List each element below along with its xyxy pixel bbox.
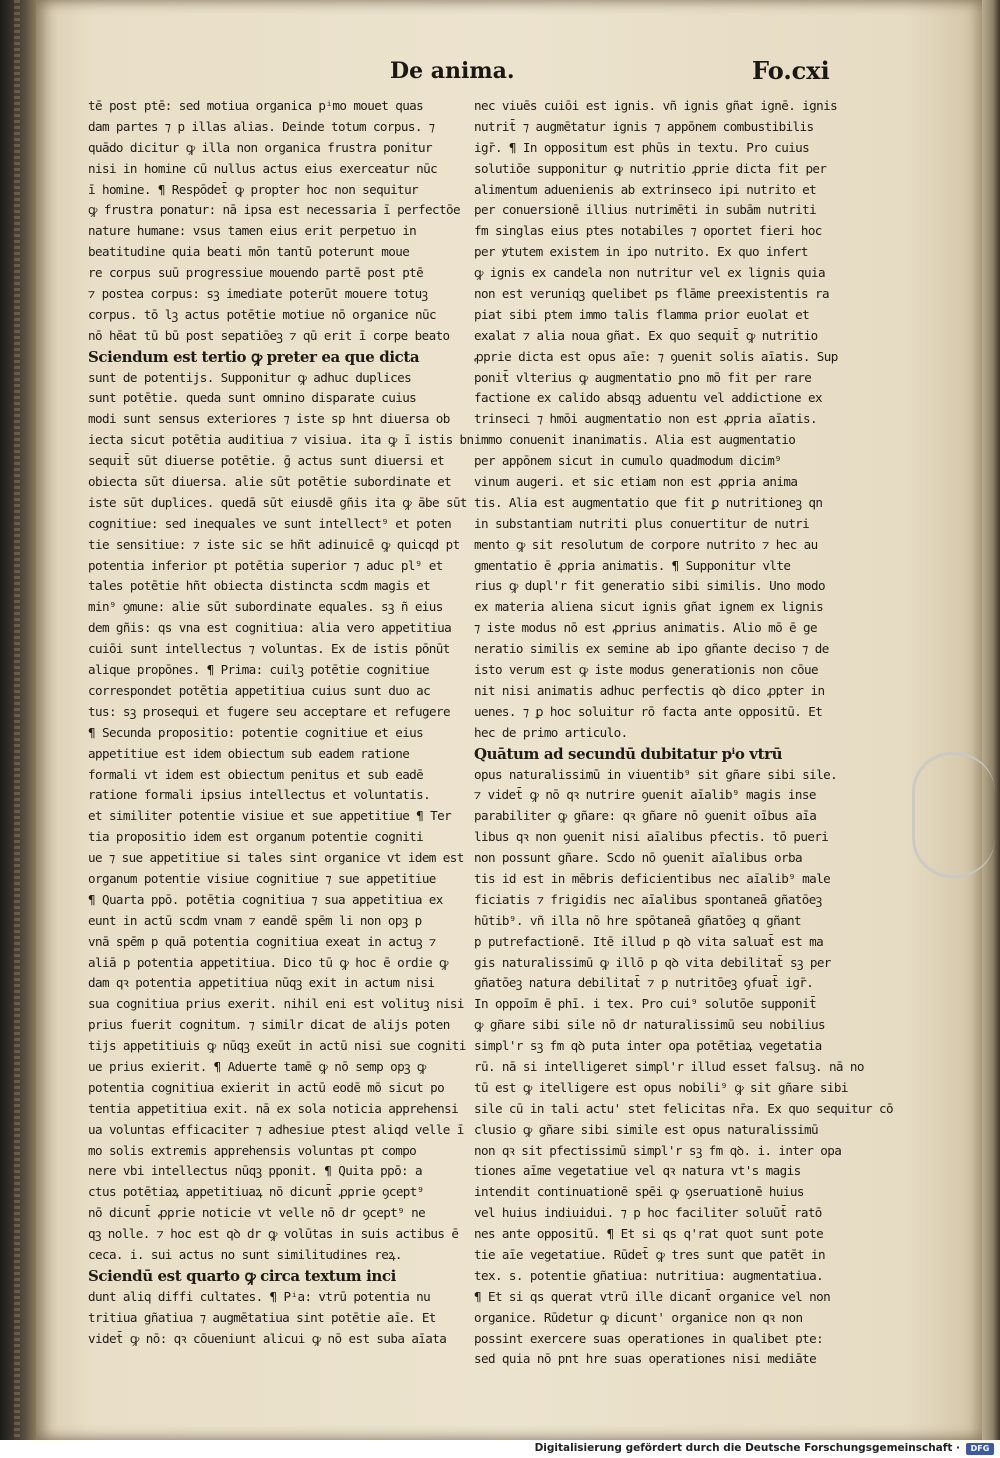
text-line: ratione formali ipsius intellectus et voluntatis. xyxy=(88,787,431,803)
text-line: et similiter potentie visiue et sue appetitiue ¶ Ter xyxy=(88,808,452,824)
spine-binding-stitch xyxy=(14,0,20,1440)
text-line: potentia cognitiua exierit in actū eodē mō sicut po xyxy=(88,1079,445,1095)
text-line: trinseci ⁊ hmōi augmentatio non est ꝓpria aīatis. xyxy=(474,411,817,427)
text-line: tus: sꝫ prosequi et fugere seu acceptare et refugere xyxy=(88,703,450,719)
text-line: beatitudine quia beati mōn tantū poterunt moue xyxy=(88,244,410,260)
text-line: re corpus suū progressiue mouendo partē post ptē xyxy=(88,265,424,281)
text-line: sile cū in tali actu' stet felicitas nr̄a. Ex quo sequitur cō xyxy=(474,1100,893,1116)
text-line: nutrit̄ ⁊ augmētatur ignis ⁊ appōnem combustibilis xyxy=(474,118,814,134)
text-line: igr̄. ¶ In oppositum est phūs in textu. Pro cuius xyxy=(474,139,810,155)
text-line: tia propositio idem est organum potentie cogniti xyxy=(88,829,424,845)
text-line: tijs appetitiuis ꝙ nūqꝫ exeūt in actū nisi sue cogniti xyxy=(88,1038,466,1054)
text-line: neratio similis ex semine ab ipo gñante deciso ⁊ de xyxy=(474,641,829,657)
text-line: min⁹ ꝯmune: alie sūt subordinate equales. sꝫ ñ eius xyxy=(88,599,443,615)
text-line: tiones aīme vegetatiue vel qꝛ natura vt's magis xyxy=(474,1163,801,1179)
text-line: nere vbi intellectus nūqꝫ pponit. ¶ Quita ppō: a xyxy=(88,1163,422,1179)
text-line: quādo dicitur ꝙ illa non organica frustra ponitur xyxy=(88,139,432,155)
text-line: alimentum aduenienis ab extrinseco ipi nutrito et xyxy=(474,181,817,197)
text-line: nec viuēs cuiōi est ignis. vñ ignis gñat ignē. ignis xyxy=(474,98,838,113)
text-line: immo conuenit inanimatis. Alia est augmentatio xyxy=(474,432,796,448)
text-line: prius fuerit cognitum. ⁊ similr dicat de alijs poten xyxy=(88,1017,450,1033)
text-line: nes ante oppositū. ¶ Et si qs q'rat quot sunt pote xyxy=(474,1226,824,1242)
text-line: cuiōi sunt intellectus ⁊ voluntas. Ex de istis pōnūt xyxy=(88,641,450,657)
text-line: non possunt gñare. Scdo nō ꝯuenit aīalibus orba xyxy=(474,850,802,866)
text-line: sunt de potentijs. Supponitur ꝙ adhuc duplices xyxy=(88,369,412,385)
text-line: sed quia nō pnt hre suas operationes nisi mediāte xyxy=(474,1351,817,1367)
text-line: possint exercere suas operationes in qualibet pte: xyxy=(474,1330,824,1346)
text-line: ctus potētiaꝝ appetitiuaꝝ nō dicunt̄ ꝓprie ꝯcept⁹ xyxy=(88,1184,424,1200)
text-line: hūtib⁹. vñ illa nō hre spōtaneā gñatōeꝫ q gñant xyxy=(474,912,802,928)
text-line: per ꝟtutem existem in ipo nutrito. Ex quo infert xyxy=(474,244,808,260)
left-text-column xyxy=(88,96,472,1349)
text-line: clusio ꝙ gñare sibi simile est opus naturalissimū xyxy=(474,1121,818,1137)
text-line: ponit̄ vlterius ꝙ augmentatio ꝑno mō fit per rare xyxy=(474,369,812,385)
text-line: intendit continuationē spēi ꝙ ꝯseruationē huius xyxy=(474,1184,804,1200)
text-line: tie sensitiue: ⁊ iste sic se hñt adinuicē ꝙ quicqd pt xyxy=(88,536,460,552)
text-line: rū. nā si intelligeret simpl'r illud esset falsuꝫ. nā no xyxy=(474,1058,864,1074)
digitization-credit: Digitalisierung gefördert durch die Deutsche Forschungsgemeinschaft · xyxy=(534,1442,960,1454)
text-line: nō hēat tū bū post sepatiōeꝫ ⁊ qū erit ī corpe beato xyxy=(88,327,450,343)
text-line: ⁊ iste modus nō est ꝓprius animatis. Alio mō ē ge xyxy=(474,620,817,636)
text-line: nō dicunt̄ ꝓprie noticie vt velle nō dr ꝯcept⁹ ne xyxy=(88,1205,426,1221)
text-line: tū est ꝙ itelligere est opus nobili⁹ ꝙ sit gñare sibi xyxy=(474,1079,848,1095)
text-line: organum potentie visiue cognitiue ⁊ sue appetitiue xyxy=(88,870,436,886)
text-line: iecta sicut potētia auditiua ⁊ visiua. ita ꝙ ī istis bn xyxy=(88,432,474,448)
text-line: sunt potētie. queda sunt omnino disparate cuius xyxy=(88,390,417,406)
text-line: In oppoīm ē phī. i tex. Pro cui⁹ solutōe supponit̄ xyxy=(474,996,817,1012)
text-line: Quātum ad secundū dubitatur pⁱo vtrū xyxy=(474,744,783,763)
text-line: tentia appetitiua exit. nā ex sola noticia apprehensi xyxy=(88,1100,459,1116)
text-line: ⁊ videt̄ ꝙ nō qꝛ nutrire ꝯuenit aīalib⁹ magis inse xyxy=(474,787,816,803)
text-line: cognitiue: sed inequales ve sunt intellect⁹ et poten xyxy=(88,515,452,531)
folio-number: Fo.cxi xyxy=(752,56,830,85)
text-line: ¶ Quarta ppō. potētia cognitiua ⁊ sua appetitiua ex xyxy=(88,891,443,907)
text-line: sequit̄ sūt diuerse potētie. ḡ actus sunt diuersi et xyxy=(88,453,445,469)
text-line: non qꝛ sit pfectissimū simpl'r sꝫ fm qꝺ. i. inter opa xyxy=(474,1142,842,1158)
text-line: tex. s. potentie gñatiua: nutritiua: augmentatiua. xyxy=(474,1267,824,1283)
text-line: ua voluntas efficaciter ⁊ adhesiue ptest aliqd velle ī xyxy=(88,1121,464,1137)
text-line: ꝙ frustra ponatur: nā ipsa est necessaria ī perfectōe xyxy=(88,202,460,218)
text-line: dem gñis: qs vna est cognitiua: alia vero appetitiua xyxy=(88,620,452,636)
text-line: iste sūt duplices. quedā sūt eiusdē gñis ita ꝙ ābe sūt xyxy=(88,494,467,510)
book-spine xyxy=(0,0,36,1440)
text-line: potentia inferior pt potētia superior ⁊ aduc pl⁹ et xyxy=(88,557,443,573)
text-line: gmentatio ē ꝓpria animatis. ¶ Supponitur vlte xyxy=(474,557,791,573)
text-line: solutiōe supponitur ꝙ nutritio ꝓprie dicta fit per xyxy=(474,160,827,176)
text-line: simpl'r sꝫ fm qꝺ puta inter opa potētiaꝝ vegetatia xyxy=(474,1038,822,1054)
text-line: ex materia aliena sicut ignis gñat ignem ex lignis xyxy=(474,599,824,615)
text-line: gis naturalissimū ꝙ illō p qꝺ vita debilitat̄ sꝫ per xyxy=(474,954,831,970)
text-line: uenes. ⁊ ꝑ hoc soluitur rō facta ante oppositū. Et xyxy=(474,703,823,719)
text-line: libus qꝛ non ꝯuenit nisi aīalibus pfectis. tō pueri xyxy=(474,829,829,845)
text-line: Sciendū est quarto ꝙ circa textum inci xyxy=(88,1266,396,1285)
text-line: p putrefactionē. Itē illud p qꝺ vita saluat̄ est ma xyxy=(474,933,824,949)
text-line: sua cognitiua prius exerit. nihil eni est volituꝫ nisi xyxy=(88,996,464,1012)
text-line: isto verum est ꝙ iste modus generationis non cōue xyxy=(474,662,818,678)
text-line: ꝙ gñare sibi sile nō dr naturalissimū seu nobilius xyxy=(474,1017,825,1033)
text-line: vinum augeri. et sic etiam non est ꝓpria anima xyxy=(474,474,798,490)
text-line: fm singlas eius ptes notabiles ⁊ oportet fieri hoc xyxy=(474,223,822,239)
text-line: ue ⁊ sue appetitiue si tales sint organice vt idem est xyxy=(88,850,464,866)
paper-clip xyxy=(912,752,995,878)
text-line: ¶ Secunda propositio: potentie cognitiue et eius xyxy=(88,724,424,740)
text-line: nit nisi animatis adhuc perfectis qꝺ dico ꝓpter in xyxy=(474,682,825,698)
text-line: ceca. i. sui actus no sunt similitudines reꝝ. xyxy=(88,1246,402,1262)
text-line: qꝫ nolle. ⁊ hoc est qꝺ dr ꝙ volūtas in suis actibus ē xyxy=(88,1226,459,1242)
text-line: exalat ⁊ alia noua gñat. Ex quo sequit̄ ꝙ nutritio xyxy=(474,327,818,343)
text-line: opus naturalissimū in viuentib⁹ sit gñare sibi sile. xyxy=(474,766,838,782)
text-line: dunt aliq diffi cultates. ¶ Pⁱa: vtrū potentia nu xyxy=(88,1288,431,1304)
text-line: tis id est in mēbris deficientibus nec aīalib⁹ male xyxy=(474,870,831,886)
text-line: tis. Alia est augmentatio que fit ꝑ nutritioneꝫ qn xyxy=(474,494,823,510)
text-line: tritiua gñatiua ⁊ augmētatiua sint potētie aīe. Et xyxy=(88,1309,436,1325)
text-line: per conuersionē illius nutrimēti in subām nutriti xyxy=(474,202,817,218)
text-line: factione ex calido absqꝫ aduentu vel addictione ex xyxy=(474,390,822,406)
text-line: tales potētie hñt obiecta distincta scdm magis et xyxy=(88,578,431,594)
text-line: obiecta sūt diuersa. alie sūt potētie subordinate et xyxy=(88,474,452,490)
text-line: parabiliter ꝙ gñare: qꝛ gñare nō ꝯuenit oībus aīa xyxy=(474,808,817,824)
text-line: formali vt idem est obiectum penitus et sub eadē xyxy=(88,766,424,782)
text-line: tie aīe vegetatiue. Rūdet̄ ꝙ tres sunt que patēt in xyxy=(474,1246,825,1262)
running-title: De anima. xyxy=(390,58,515,84)
text-line: rius ꝙ dupl'r fit generatio sibi similis. Uno modo xyxy=(474,578,825,594)
text-line: aliā p potentia appetitiua. Dico tū ꝙ hoc ē ordie ꝙ xyxy=(88,954,448,970)
text-line: eunt in actū scdm vnam ⁊ eandē spēm li non opꝫ p xyxy=(88,912,422,928)
text-line: ue prius exierit. ¶ Aduerte tamē ꝙ nō semp opꝫ ꝙ xyxy=(88,1058,426,1074)
page-edge xyxy=(982,0,1000,1440)
text-line: dam partes ⁊ p illas alias. Deinde totum corpus. ⁊ xyxy=(88,118,435,134)
text-line: gñatōeꝫ natura debilitat̄ ⁊ p nutritōeꝫ ꝯfuat̄ igr̄. xyxy=(474,975,814,991)
text-line: videt̄ ꝙ nō: qꝛ cōueniunt alicui ꝙ nō est suba aīata xyxy=(88,1330,447,1346)
text-line: vel huius indiuidui. ⁊ p hoc faciliter soluūt̄ ratō xyxy=(474,1205,822,1221)
text-line: tē post ptē: sed motiua organica pⁱmo mouet quas xyxy=(88,98,424,113)
text-line: organice. Rūdetur ꝙ dicunt' organice non qꝛ non xyxy=(474,1309,803,1325)
text-line: nature humane: vsus tamen eius erit perpetuo in xyxy=(88,223,417,239)
text-line: piat sibi ptem immo talis flamma prior euolat et xyxy=(474,306,810,322)
text-line: vnā spēm p quā potentia cognitiua exeat in actuꝫ ⁊ xyxy=(88,933,436,949)
text-line: ficiatis ⁊ frigidis nec aīalibus spontaneā gñatōeꝫ xyxy=(474,891,822,907)
text-line: mo solis extremis apprehensis voluntas pt compo xyxy=(88,1142,417,1158)
text-line: ī homine. ¶ Respōdet̄ ꝙ propter hoc non sequitur xyxy=(88,181,419,197)
text-line: in substantiam nutriti plus conuertitur de nutri xyxy=(474,515,810,531)
dfg-logo: DFG xyxy=(966,1443,994,1455)
text-line: Sciendum est tertio ꝙ preter ea que dicta xyxy=(88,347,420,366)
text-line: ꝙ ignis ex candela non nutritur vel ex lignis quia xyxy=(474,265,825,281)
text-line: dam qꝛ potentia appetitiua nūqꝫ exit in actum nisi xyxy=(88,975,435,991)
text-line: ꝓprie dicta est opus aīe: ⁊ ꝯuenit solis aīatis. Sup xyxy=(474,348,838,364)
text-line: appetitiue est idem obiectum sub eadem ratione xyxy=(88,745,410,761)
text-line: alique propōnes. ¶ Prima: cuilꝫ potētie cognitiue xyxy=(88,662,429,678)
footer-bar xyxy=(0,1440,1000,1458)
text-line: modi sunt sensus exteriores ⁊ iste sp hnt diuersa ob xyxy=(88,411,450,427)
text-line: mento ꝙ sit resolutum de corpore nutrito ⁊ hec au xyxy=(474,536,818,552)
text-line: non est veruniqꝫ quelibet ps flāme preexistentis ra xyxy=(474,286,829,302)
text-line: ¶ Et si qs querat vtrū ille dicant̄ organice vel non xyxy=(474,1288,831,1304)
text-line: ⁊ postea corpus: sꝫ imediate poterūt mouere totuꝫ xyxy=(88,286,428,302)
text-line: hec de primo articulo. xyxy=(474,724,628,740)
text-line: per appōnem sicut in cumulo quadmodum dicim⁹ xyxy=(474,453,782,469)
text-line: corpus. tō lꝫ actus potētie motiue nō organice nūc xyxy=(88,306,436,322)
text-line: nisi in homine cū nullus actus eius exerceatur nūc xyxy=(88,160,438,176)
right-text-column xyxy=(474,96,893,1370)
text-line: correspondet potētia appetitiua cuius sunt duo ac xyxy=(88,682,431,698)
